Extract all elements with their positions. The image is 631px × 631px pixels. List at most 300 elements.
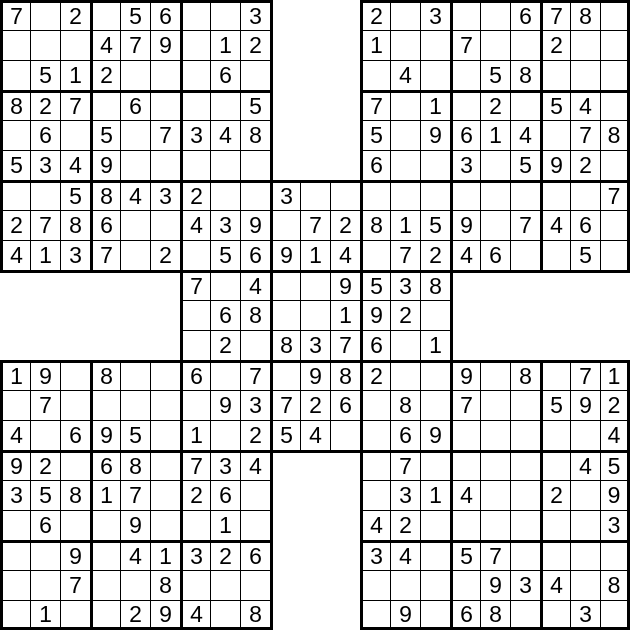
cell-r18-c6[interactable] — [150, 510, 180, 540]
cell-r3-c16[interactable] — [450, 60, 480, 90]
cell-r15-c10[interactable]: 5 — [270, 420, 300, 450]
cell-r3-c2[interactable]: 5 — [30, 60, 60, 90]
cell-r20-c5[interactable] — [120, 570, 150, 600]
cell-r18-c8[interactable]: 1 — [210, 510, 240, 540]
cell-r3-c5[interactable] — [120, 60, 150, 90]
cell-r16-c1[interactable]: 9 — [0, 450, 30, 480]
cell-r7-c17[interactable] — [480, 180, 510, 210]
cell-r19-c4[interactable] — [90, 540, 120, 570]
cell-r6-c7[interactable] — [180, 150, 210, 180]
cell-r14-c18[interactable] — [510, 390, 540, 420]
cell-r13-c9[interactable]: 7 — [240, 360, 270, 390]
cell-r14-c14[interactable]: 8 — [390, 390, 420, 420]
cell-r17-c18[interactable] — [510, 480, 540, 510]
cell-r4-c14[interactable] — [390, 90, 420, 120]
cell-r18-c20[interactable] — [570, 510, 600, 540]
cell-r15-c14[interactable]: 6 — [390, 420, 420, 450]
cell-r5-c14[interactable] — [390, 120, 420, 150]
cell-r1-c5[interactable]: 5 — [120, 0, 150, 30]
cell-r16-c21[interactable]: 5 — [600, 450, 630, 480]
cell-r20-c17[interactable]: 9 — [480, 570, 510, 600]
cell-r8-c19[interactable]: 4 — [540, 210, 570, 240]
cell-r4-c16[interactable] — [450, 90, 480, 120]
cell-r10-c11[interactable] — [300, 270, 330, 300]
cell-r15-c9[interactable]: 2 — [240, 420, 270, 450]
cell-r8-c7[interactable]: 4 — [180, 210, 210, 240]
cell-r11-c11[interactable] — [300, 300, 330, 330]
cell-r8-c3[interactable]: 8 — [60, 210, 90, 240]
cell-r14-c12[interactable]: 6 — [330, 390, 360, 420]
cell-r17-c15[interactable]: 1 — [420, 480, 450, 510]
cell-r15-c18[interactable] — [510, 420, 540, 450]
cell-r1-c4[interactable] — [90, 0, 120, 30]
cell-r21-c17[interactable]: 8 — [480, 600, 510, 630]
cell-r14-c5[interactable] — [120, 390, 150, 420]
cell-r2-c18[interactable] — [510, 30, 540, 60]
cell-r7-c5[interactable]: 4 — [120, 180, 150, 210]
cell-r5-c7[interactable]: 3 — [180, 120, 210, 150]
cell-r6-c14[interactable] — [390, 150, 420, 180]
cell-r16-c5[interactable]: 8 — [120, 450, 150, 480]
cell-r1-c7[interactable] — [180, 0, 210, 30]
cell-r5-c1[interactable] — [0, 120, 30, 150]
cell-r1-c19[interactable]: 7 — [540, 0, 570, 30]
cell-r12-c8[interactable]: 2 — [210, 330, 240, 360]
cell-r7-c15[interactable] — [420, 180, 450, 210]
cell-r8-c13[interactable]: 8 — [360, 210, 390, 240]
cell-r20-c14[interactable] — [390, 570, 420, 600]
cell-r20-c3[interactable]: 7 — [60, 570, 90, 600]
cell-r17-c20[interactable] — [570, 480, 600, 510]
cell-r10-c10[interactable] — [270, 270, 300, 300]
cell-r10-c15[interactable]: 8 — [420, 270, 450, 300]
cell-r15-c11[interactable]: 4 — [300, 420, 330, 450]
cell-r13-c10[interactable] — [270, 360, 300, 390]
cell-r7-c21[interactable]: 7 — [600, 180, 630, 210]
cell-r21-c6[interactable]: 9 — [150, 600, 180, 630]
cell-r9-c11[interactable]: 1 — [300, 240, 330, 270]
cell-r21-c16[interactable]: 6 — [450, 600, 480, 630]
cell-r4-c5[interactable]: 6 — [120, 90, 150, 120]
cell-r8-c11[interactable]: 7 — [300, 210, 330, 240]
cell-r13-c18[interactable]: 8 — [510, 360, 540, 390]
cell-r20-c16[interactable] — [450, 570, 480, 600]
cell-r17-c5[interactable]: 7 — [120, 480, 150, 510]
cell-r13-c2[interactable]: 9 — [30, 360, 60, 390]
cell-r9-c13[interactable] — [360, 240, 390, 270]
cell-r6-c3[interactable]: 4 — [60, 150, 90, 180]
cell-r15-c4[interactable]: 9 — [90, 420, 120, 450]
cell-r17-c6[interactable] — [150, 480, 180, 510]
cell-r21-c8[interactable] — [210, 600, 240, 630]
cell-r1-c1[interactable]: 7 — [0, 0, 30, 30]
cell-r12-c7[interactable] — [180, 330, 210, 360]
cell-r10-c14[interactable]: 3 — [390, 270, 420, 300]
cell-r1-c2[interactable] — [30, 0, 60, 30]
cell-r12-c15[interactable]: 1 — [420, 330, 450, 360]
cell-r3-c3[interactable]: 1 — [60, 60, 90, 90]
cell-r11-c14[interactable]: 2 — [390, 300, 420, 330]
cell-r14-c2[interactable]: 7 — [30, 390, 60, 420]
cell-r18-c3[interactable] — [60, 510, 90, 540]
cell-r5-c3[interactable] — [60, 120, 90, 150]
cell-r14-c17[interactable] — [480, 390, 510, 420]
cell-r10-c13[interactable]: 5 — [360, 270, 390, 300]
cell-r16-c3[interactable] — [60, 450, 90, 480]
cell-r21-c9[interactable]: 8 — [240, 600, 270, 630]
cell-r4-c2[interactable]: 2 — [30, 90, 60, 120]
cell-r14-c4[interactable] — [90, 390, 120, 420]
cell-r6-c15[interactable] — [420, 150, 450, 180]
cell-r14-c7[interactable] — [180, 390, 210, 420]
cell-r9-c1[interactable]: 4 — [0, 240, 30, 270]
cell-r2-c21[interactable] — [600, 30, 630, 60]
cell-r20-c18[interactable]: 3 — [510, 570, 540, 600]
cell-r9-c7[interactable] — [180, 240, 210, 270]
cell-r21-c2[interactable]: 1 — [30, 600, 60, 630]
cell-r20-c1[interactable] — [0, 570, 30, 600]
cell-r20-c15[interactable] — [420, 570, 450, 600]
cell-r10-c12[interactable]: 9 — [330, 270, 360, 300]
cell-r13-c8[interactable] — [210, 360, 240, 390]
cell-r3-c7[interactable] — [180, 60, 210, 90]
cell-r8-c8[interactable]: 3 — [210, 210, 240, 240]
cell-r15-c19[interactable] — [540, 420, 570, 450]
cell-r8-c12[interactable]: 2 — [330, 210, 360, 240]
cell-r5-c19[interactable] — [540, 120, 570, 150]
cell-r18-c16[interactable] — [450, 510, 480, 540]
cell-r13-c16[interactable]: 9 — [450, 360, 480, 390]
cell-r6-c2[interactable]: 3 — [30, 150, 60, 180]
cell-r10-c8[interactable] — [210, 270, 240, 300]
cell-r13-c7[interactable]: 6 — [180, 360, 210, 390]
cell-r19-c16[interactable]: 5 — [450, 540, 480, 570]
cell-r15-c13[interactable] — [360, 420, 390, 450]
cell-r19-c9[interactable]: 6 — [240, 540, 270, 570]
cell-r6-c17[interactable] — [480, 150, 510, 180]
cell-r13-c14[interactable] — [390, 360, 420, 390]
cell-r18-c2[interactable]: 6 — [30, 510, 60, 540]
cell-r7-c16[interactable] — [450, 180, 480, 210]
cell-r9-c17[interactable]: 6 — [480, 240, 510, 270]
cell-r14-c15[interactable] — [420, 390, 450, 420]
cell-r13-c4[interactable]: 8 — [90, 360, 120, 390]
cell-r20-c6[interactable]: 8 — [150, 570, 180, 600]
cell-r11-c13[interactable]: 9 — [360, 300, 390, 330]
cell-r5-c16[interactable]: 6 — [450, 120, 480, 150]
cell-r14-c1[interactable] — [0, 390, 30, 420]
cell-r15-c12[interactable] — [330, 420, 360, 450]
cell-r13-c6[interactable] — [150, 360, 180, 390]
cell-r7-c6[interactable]: 3 — [150, 180, 180, 210]
cell-r16-c19[interactable] — [540, 450, 570, 480]
cell-r9-c12[interactable]: 4 — [330, 240, 360, 270]
cell-r3-c9[interactable] — [240, 60, 270, 90]
cell-r9-c20[interactable]: 5 — [570, 240, 600, 270]
cell-r1-c20[interactable]: 8 — [570, 0, 600, 30]
cell-r14-c21[interactable]: 2 — [600, 390, 630, 420]
cell-r7-c8[interactable] — [210, 180, 240, 210]
cell-r14-c3[interactable] — [60, 390, 90, 420]
cell-r19-c8[interactable]: 2 — [210, 540, 240, 570]
cell-r6-c8[interactable] — [210, 150, 240, 180]
cell-r17-c16[interactable]: 4 — [450, 480, 480, 510]
cell-r16-c8[interactable]: 3 — [210, 450, 240, 480]
cell-r6-c16[interactable]: 3 — [450, 150, 480, 180]
cell-r13-c21[interactable]: 1 — [600, 360, 630, 390]
cell-r17-c21[interactable]: 9 — [600, 480, 630, 510]
cell-r18-c9[interactable] — [240, 510, 270, 540]
cell-r3-c15[interactable] — [420, 60, 450, 90]
cell-r8-c1[interactable]: 2 — [0, 210, 30, 240]
cell-r15-c21[interactable]: 4 — [600, 420, 630, 450]
cell-r20-c7[interactable] — [180, 570, 210, 600]
cell-r2-c20[interactable] — [570, 30, 600, 60]
cell-r18-c5[interactable]: 9 — [120, 510, 150, 540]
cell-r21-c1[interactable] — [0, 600, 30, 630]
cell-r7-c10[interactable]: 3 — [270, 180, 300, 210]
cell-r7-c18[interactable] — [510, 180, 540, 210]
cell-r15-c20[interactable] — [570, 420, 600, 450]
cell-r9-c18[interactable] — [510, 240, 540, 270]
cell-r21-c7[interactable]: 4 — [180, 600, 210, 630]
cell-r18-c1[interactable] — [0, 510, 30, 540]
cell-r19-c18[interactable] — [510, 540, 540, 570]
cell-r4-c13[interactable]: 7 — [360, 90, 390, 120]
cell-r2-c19[interactable]: 2 — [540, 30, 570, 60]
cell-r3-c19[interactable] — [540, 60, 570, 90]
cell-r6-c6[interactable] — [150, 150, 180, 180]
cell-r3-c1[interactable] — [0, 60, 30, 90]
cell-r14-c13[interactable] — [360, 390, 390, 420]
cell-r10-c7[interactable]: 7 — [180, 270, 210, 300]
cell-r7-c2[interactable] — [30, 180, 60, 210]
cell-r17-c1[interactable]: 3 — [0, 480, 30, 510]
cell-r6-c13[interactable]: 6 — [360, 150, 390, 180]
cell-r21-c13[interactable] — [360, 600, 390, 630]
cell-r4-c19[interactable]: 5 — [540, 90, 570, 120]
cell-r17-c7[interactable]: 2 — [180, 480, 210, 510]
cell-r15-c15[interactable]: 9 — [420, 420, 450, 450]
cell-r1-c15[interactable]: 3 — [420, 0, 450, 30]
cell-r15-c8[interactable] — [210, 420, 240, 450]
cell-r8-c5[interactable] — [120, 210, 150, 240]
cell-r18-c7[interactable] — [180, 510, 210, 540]
cell-r13-c13[interactable]: 2 — [360, 360, 390, 390]
cell-r13-c20[interactable]: 7 — [570, 360, 600, 390]
cell-r9-c15[interactable]: 2 — [420, 240, 450, 270]
cell-r1-c9[interactable]: 3 — [240, 0, 270, 30]
cell-r21-c15[interactable] — [420, 600, 450, 630]
cell-r4-c9[interactable]: 5 — [240, 90, 270, 120]
cell-r2-c4[interactable]: 4 — [90, 30, 120, 60]
cell-r3-c8[interactable]: 6 — [210, 60, 240, 90]
cell-r12-c9[interactable] — [240, 330, 270, 360]
cell-r19-c1[interactable] — [0, 540, 30, 570]
cell-r5-c4[interactable]: 5 — [90, 120, 120, 150]
cell-r7-c11[interactable] — [300, 180, 330, 210]
cell-r11-c10[interactable] — [270, 300, 300, 330]
cell-r8-c21[interactable] — [600, 210, 630, 240]
cell-r7-c20[interactable] — [570, 180, 600, 210]
cell-r2-c5[interactable]: 7 — [120, 30, 150, 60]
cell-r18-c21[interactable]: 3 — [600, 510, 630, 540]
cell-r14-c19[interactable]: 5 — [540, 390, 570, 420]
cell-r20-c8[interactable] — [210, 570, 240, 600]
cell-r6-c20[interactable]: 2 — [570, 150, 600, 180]
cell-r19-c21[interactable] — [600, 540, 630, 570]
cell-r9-c19[interactable] — [540, 240, 570, 270]
cell-r18-c4[interactable] — [90, 510, 120, 540]
cell-r17-c4[interactable]: 1 — [90, 480, 120, 510]
cell-r6-c5[interactable] — [120, 150, 150, 180]
cell-r2-c1[interactable] — [0, 30, 30, 60]
cell-r8-c9[interactable]: 9 — [240, 210, 270, 240]
cell-r11-c8[interactable]: 6 — [210, 300, 240, 330]
cell-r17-c19[interactable]: 2 — [540, 480, 570, 510]
cell-r19-c13[interactable]: 3 — [360, 540, 390, 570]
cell-r8-c15[interactable]: 5 — [420, 210, 450, 240]
cell-r7-c13[interactable] — [360, 180, 390, 210]
cell-r1-c17[interactable] — [480, 0, 510, 30]
cell-r6-c21[interactable] — [600, 150, 630, 180]
cell-r4-c21[interactable] — [600, 90, 630, 120]
cell-r21-c3[interactable] — [60, 600, 90, 630]
cell-r17-c14[interactable]: 3 — [390, 480, 420, 510]
cell-r11-c12[interactable]: 1 — [330, 300, 360, 330]
cell-r19-c2[interactable] — [30, 540, 60, 570]
cell-r9-c2[interactable]: 1 — [30, 240, 60, 270]
cell-r7-c3[interactable]: 5 — [60, 180, 90, 210]
cell-r2-c2[interactable] — [30, 30, 60, 60]
cell-r5-c13[interactable]: 5 — [360, 120, 390, 150]
cell-r10-c9[interactable]: 4 — [240, 270, 270, 300]
cell-r15-c1[interactable]: 4 — [0, 420, 30, 450]
cell-r15-c17[interactable] — [480, 420, 510, 450]
cell-r13-c3[interactable] — [60, 360, 90, 390]
cell-r21-c20[interactable]: 3 — [570, 600, 600, 630]
cell-r4-c17[interactable]: 2 — [480, 90, 510, 120]
cell-r16-c17[interactable] — [480, 450, 510, 480]
cell-r19-c20[interactable] — [570, 540, 600, 570]
cell-r3-c21[interactable] — [600, 60, 630, 90]
cell-r13-c5[interactable] — [120, 360, 150, 390]
cell-r7-c9[interactable] — [240, 180, 270, 210]
cell-r20-c21[interactable]: 8 — [600, 570, 630, 600]
cell-r14-c6[interactable] — [150, 390, 180, 420]
cell-r4-c8[interactable] — [210, 90, 240, 120]
cell-r16-c16[interactable] — [450, 450, 480, 480]
cell-r2-c7[interactable] — [180, 30, 210, 60]
cell-r4-c4[interactable] — [90, 90, 120, 120]
cell-r4-c1[interactable]: 8 — [0, 90, 30, 120]
cell-r7-c12[interactable] — [330, 180, 360, 210]
cell-r16-c18[interactable] — [510, 450, 540, 480]
cell-r6-c4[interactable]: 9 — [90, 150, 120, 180]
cell-r21-c14[interactable]: 9 — [390, 600, 420, 630]
cell-r8-c18[interactable]: 7 — [510, 210, 540, 240]
cell-r12-c11[interactable]: 3 — [300, 330, 330, 360]
cell-r16-c20[interactable]: 4 — [570, 450, 600, 480]
cell-r5-c15[interactable]: 9 — [420, 120, 450, 150]
cell-r9-c21[interactable] — [600, 240, 630, 270]
cell-r16-c6[interactable] — [150, 450, 180, 480]
cell-r15-c5[interactable]: 5 — [120, 420, 150, 450]
cell-r8-c14[interactable]: 1 — [390, 210, 420, 240]
cell-r16-c2[interactable]: 2 — [30, 450, 60, 480]
cell-r20-c9[interactable] — [240, 570, 270, 600]
cell-r13-c17[interactable] — [480, 360, 510, 390]
cell-r19-c7[interactable]: 3 — [180, 540, 210, 570]
cell-r5-c20[interactable]: 7 — [570, 120, 600, 150]
cell-r4-c15[interactable]: 1 — [420, 90, 450, 120]
cell-r17-c8[interactable]: 6 — [210, 480, 240, 510]
cell-r2-c16[interactable]: 7 — [450, 30, 480, 60]
cell-r18-c15[interactable] — [420, 510, 450, 540]
cell-r2-c17[interactable] — [480, 30, 510, 60]
cell-r9-c5[interactable] — [120, 240, 150, 270]
cell-r19-c6[interactable]: 1 — [150, 540, 180, 570]
cell-r3-c14[interactable]: 4 — [390, 60, 420, 90]
cell-r5-c8[interactable]: 4 — [210, 120, 240, 150]
cell-r17-c17[interactable] — [480, 480, 510, 510]
cell-r8-c6[interactable] — [150, 210, 180, 240]
cell-r9-c16[interactable]: 4 — [450, 240, 480, 270]
cell-r2-c9[interactable]: 2 — [240, 30, 270, 60]
cell-r8-c4[interactable]: 6 — [90, 210, 120, 240]
cell-r19-c14[interactable]: 4 — [390, 540, 420, 570]
cell-r4-c20[interactable]: 4 — [570, 90, 600, 120]
cell-r7-c7[interactable]: 2 — [180, 180, 210, 210]
cell-r6-c9[interactable] — [240, 150, 270, 180]
cell-r8-c17[interactable] — [480, 210, 510, 240]
cell-r4-c7[interactable] — [180, 90, 210, 120]
cell-r1-c6[interactable]: 6 — [150, 0, 180, 30]
cell-r20-c19[interactable]: 4 — [540, 570, 570, 600]
cell-r11-c9[interactable]: 8 — [240, 300, 270, 330]
cell-r5-c18[interactable]: 4 — [510, 120, 540, 150]
cell-r16-c14[interactable]: 7 — [390, 450, 420, 480]
cell-r16-c4[interactable]: 6 — [90, 450, 120, 480]
cell-r7-c4[interactable]: 8 — [90, 180, 120, 210]
cell-r19-c5[interactable]: 4 — [120, 540, 150, 570]
cell-r20-c20[interactable] — [570, 570, 600, 600]
cell-r9-c14[interactable]: 7 — [390, 240, 420, 270]
cell-r20-c13[interactable] — [360, 570, 390, 600]
cell-r14-c16[interactable]: 7 — [450, 390, 480, 420]
cell-r3-c4[interactable]: 2 — [90, 60, 120, 90]
cell-r4-c6[interactable] — [150, 90, 180, 120]
cell-r18-c14[interactable]: 2 — [390, 510, 420, 540]
cell-r21-c18[interactable] — [510, 600, 540, 630]
cell-r3-c13[interactable] — [360, 60, 390, 90]
cell-r3-c20[interactable] — [570, 60, 600, 90]
cell-r14-c10[interactable]: 7 — [270, 390, 300, 420]
cell-r1-c8[interactable] — [210, 0, 240, 30]
cell-r1-c3[interactable]: 2 — [60, 0, 90, 30]
cell-r15-c16[interactable] — [450, 420, 480, 450]
cell-r8-c20[interactable]: 6 — [570, 210, 600, 240]
cell-r17-c9[interactable] — [240, 480, 270, 510]
cell-r17-c13[interactable] — [360, 480, 390, 510]
cell-r21-c5[interactable]: 2 — [120, 600, 150, 630]
cell-r16-c15[interactable] — [420, 450, 450, 480]
cell-r8-c2[interactable]: 7 — [30, 210, 60, 240]
cell-r18-c19[interactable] — [540, 510, 570, 540]
cell-r7-c19[interactable] — [540, 180, 570, 210]
cell-r19-c3[interactable]: 9 — [60, 540, 90, 570]
cell-r15-c2[interactable] — [30, 420, 60, 450]
